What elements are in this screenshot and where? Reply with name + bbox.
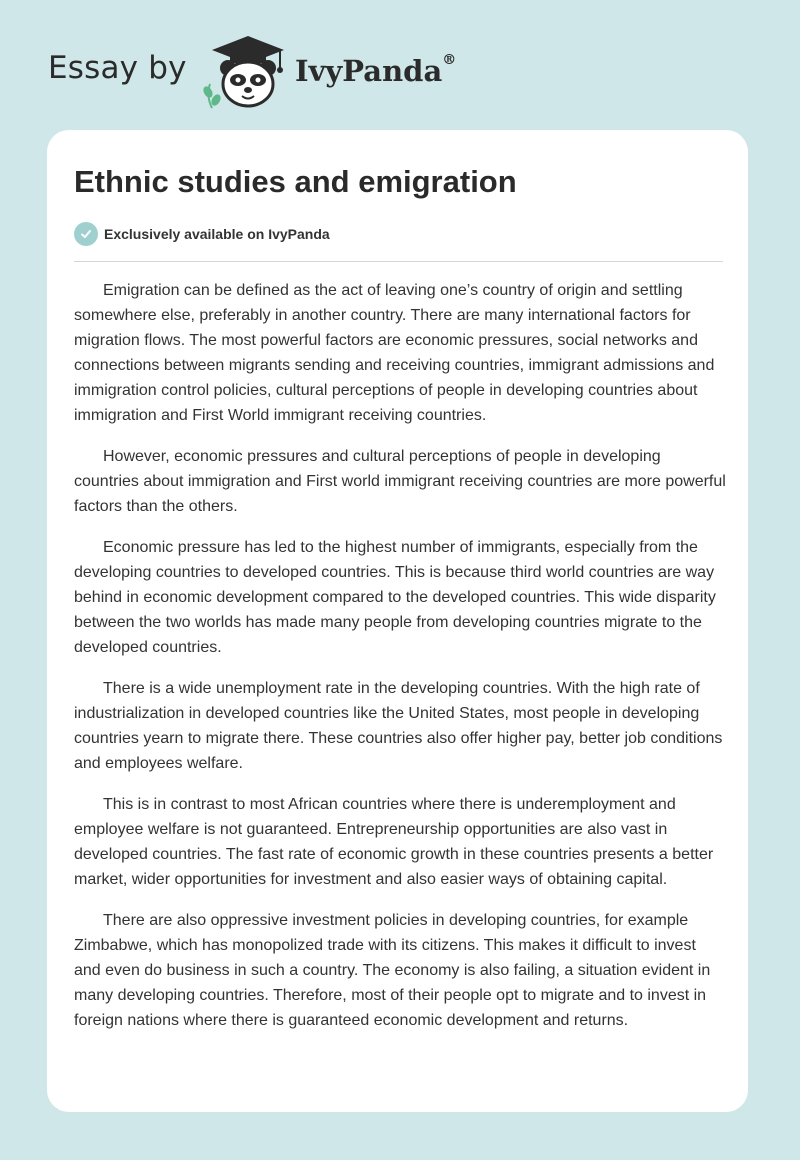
page-title: Ethnic studies and emigration [74,164,517,199]
essay-by-label: Essay by [48,50,187,86]
article-card [47,130,748,1112]
paragraph: Economic pressure has led to the highest number of immigrants, especially from the developing countries to developed countries. This is because third world countries are way behind in economic development compared to the developed countries. This wide disparity between the two worlds has made many people from developing countries migrate to the developed countries. [74,539,716,656]
ivypanda-logo-icon[interactable] [202,34,294,110]
exclusive-badge [74,222,330,246]
paragraph: There is a wide unemployment rate in the developing countries. With the high rate of industrialization in developed countries like the United States, most people in developing countries yearn to migrate there. These countries also offer higher pay, better job conditions and employees welfare. [74,680,723,772]
article-body [74,278,726,1049]
paragraph: There are also oppressive investment policies in developing countries, for example Zimbabwe, which has monopolized trade with its citizens. This makes it difficult to invest and even do business in such a country. The economy is also failing, a situation evident in many developing countries. Therefore, most of their people opt to migrate and to invest in foreign nations where there is guaranteed economic development and returns. [74,912,711,1029]
check-circle-icon [74,222,98,246]
paragraph: Emigration can be defined as the act of leaving one’s country of origin and settling somewhere else, preferably in another country. There are many international factors for migration flows. The most powerful factors are economic pressures, social networks and connections between migrants sending and receiving countries, immigrant admissions and immigration control policies, cultural perceptions of people in developing countries about immigration and First World immigrant receiving countries. [74,282,715,424]
paragraph: However, economic pressures and cultural perceptions of people in developing countries about immigration and First world immigrant receiving countries are more powerful factors than the others. [74,448,726,515]
brand-name[interactable] [295,54,456,88]
brand-text: IvyPanda [295,54,443,88]
divider [74,261,723,262]
paragraph: This is in contrast to most African countries where there is underemployment and employee welfare is not guaranteed. Entrepreneurship opportunities are also vast in developed countries. The fast rate of economic growth in these countries presents a better market, wider opportunities for investment and also easier ways of obtaining capital. [74,796,714,888]
site-header [48,34,548,114]
exclusive-label: Exclusively available on IvyPanda [104,226,330,242]
registered-mark: ® [442,52,457,68]
